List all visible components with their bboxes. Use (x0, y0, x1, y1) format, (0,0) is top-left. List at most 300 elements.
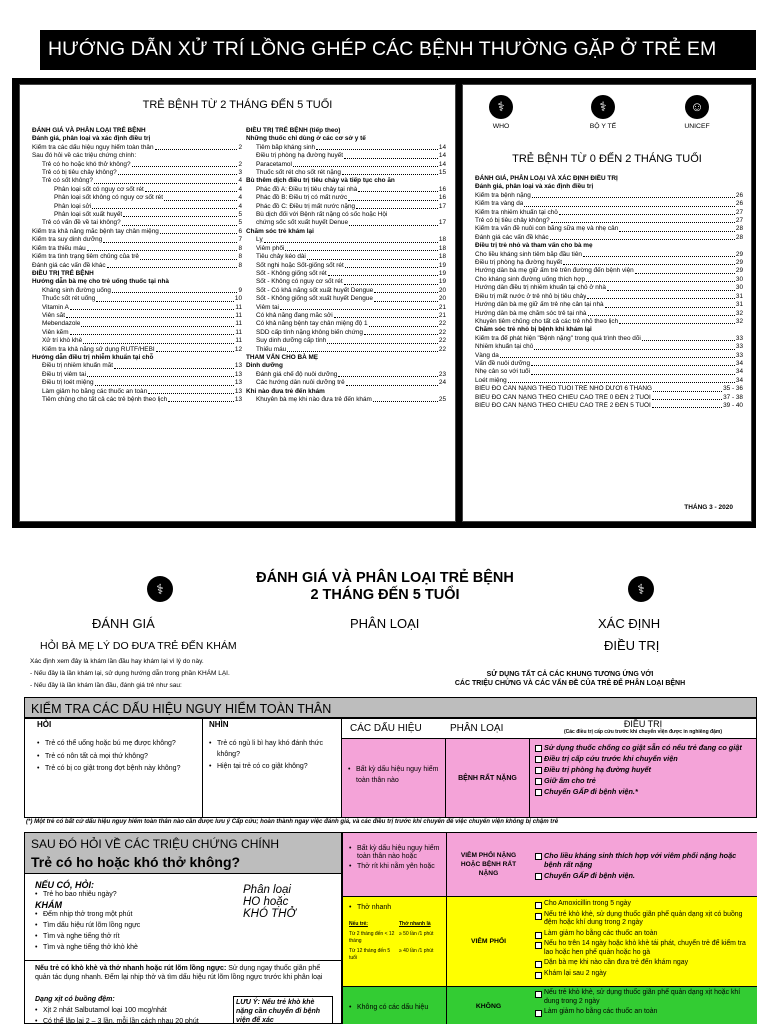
section-title-line1: ĐÁNH GIÁ VÀ PHÂN LOẠI TRẺ BỆNH (256, 570, 514, 586)
toc-leader (160, 228, 238, 234)
toc-entry[interactable] (246, 262, 446, 270)
toc-entry[interactable] (475, 276, 743, 284)
wheeze-caution: LƯU Ý: Nếu trẻ khò khè nặng cần chuyển đi bệnh viện để xác (233, 996, 333, 1024)
toc-leader (95, 379, 234, 385)
toc-entry[interactable] (32, 169, 242, 177)
toc-page-number: 34 (735, 359, 743, 367)
classify-header: PHÂN LOẠI (450, 723, 504, 734)
toc-leader (344, 278, 438, 284)
toc-page-number: 32 (735, 309, 743, 317)
toc-entry[interactable] (32, 329, 242, 337)
toc-heading: Chăm sóc trẻ khám lại (246, 227, 314, 235)
toc-entry[interactable] (246, 329, 446, 337)
toc-entry-text: BIỂU ĐỒ CÂN NẶNG THEO TUỔI TRẺ NHỎ DƯỚI 6 THÁNG (475, 385, 652, 393)
toc-page-number: 27 (735, 208, 743, 216)
toc-entry-text: Kiểm tra thiếu máu (32, 244, 86, 252)
severe-pneumonia-row (342, 833, 757, 897)
toc-leader (103, 236, 237, 242)
toc-entry[interactable] (32, 396, 242, 404)
toc-entry-text: Kiểm tra khả năng mắc bệnh tay chân miệng (32, 227, 159, 235)
toc-entry[interactable] (475, 209, 743, 217)
danger-footnote: (*) Một trẻ có bất cứ dấu hiệu nguy hiểm toàn thân nào cần được lưu ý Cấp cứu; hoàn thành ngay việc đánh giá, và các điều trị trước khi chuyển để việc chuyển viện không bị chậm trễ (26, 818, 559, 825)
toc-leader (112, 287, 238, 293)
toc-entry-text: Xử trí khò khè (42, 337, 83, 345)
toc-entry[interactable] (32, 144, 242, 152)
toc-leader (635, 267, 735, 273)
severe-pneumonia-class: VIÊM PHỔI NẶNG HOẶC BỆNH RẤT NẶNG (446, 833, 530, 896)
toc-entry-text: Kháng sinh đường uống (42, 286, 111, 294)
toc-heading: Hướng dẫn điều trị nhiễm khuẩn tại chỗ (32, 353, 154, 361)
if-yes-ask: NẾU CÓ, HỎI: (35, 880, 95, 890)
toc-entry[interactable] (246, 320, 446, 328)
toc-entry[interactable] (475, 192, 743, 200)
toc-entry[interactable] (32, 177, 242, 185)
toc-entry[interactable] (246, 287, 446, 295)
fb-r2a: Từ 12 tháng đến 5 tuổi (349, 948, 391, 961)
toc-leader (346, 379, 438, 385)
toc-heading: ĐIỀU TRỊ TRẺ BỆNH (tiếp theo) (246, 127, 341, 134)
toc-entry-text: SDD cấp tính nặng không biến chứng (256, 328, 363, 336)
treatment-item: Làm giảm ho bằng các thuốc an toàn (534, 930, 752, 939)
toc-page-number: 3 (238, 169, 242, 177)
toc-entry-text: Các hướng dẫn nuôi dưỡng trẻ (256, 379, 345, 387)
toc-leader (531, 368, 735, 374)
wheeze-note-bold: Nếu trẻ có khò khè và thở nhanh hoặc rút lõm lồng ngực: (35, 965, 227, 972)
toc-entry-text: Kiểm tra các dấu hiệu nguy hiểm toàn thân (32, 143, 154, 151)
toc-leader (123, 211, 237, 217)
toc-entry-text: Suy dinh dưỡng cấp tính (256, 337, 327, 345)
toc-entry-text: Kiểm tra tình trạng tiêm chủng của trẻ (32, 253, 139, 261)
ask-header: HỎI (37, 720, 52, 729)
fb-row1 (349, 931, 443, 945)
ask-item: • Trẻ có nôn tất cả mọi thứ không? (35, 752, 197, 763)
toc-entry-text: Tiêu chảy kéo dài (256, 253, 306, 261)
toc-entry-text: BIỂU ĐỒ CÂN NẶNG THEO CHIỀU CAO TRẺ 2 ĐẾN 5 TUỔI (475, 401, 651, 409)
toc-entry-text: Hướng dẫn bà mẹ chăm sóc trẻ tại nhà (475, 309, 587, 317)
examine-item: • Tìm và nghe tiếng thở khò khè (33, 943, 233, 952)
toc-entry-text: Kiểm tra khả năng sử dụng RUTF/HEBI (42, 345, 155, 353)
col-dieu-tri: ĐIỀU TRỊ (604, 638, 660, 653)
toc-leader (316, 144, 438, 150)
toc-leader (642, 335, 735, 341)
toc-entry-text: Sốt - Không giống sốt rét (256, 269, 327, 277)
use-note-line1: SỬ DỤNG TẤT CẢ CÁC KHUNG TƯƠNG ỨNG VỚI (486, 671, 654, 678)
toc-leader (83, 337, 234, 343)
severe-sign: • Bất kỳ dấu hiệu nguy hiểm toàn thân nào (346, 765, 444, 786)
toc-entry[interactable] (475, 352, 743, 360)
toc-entry[interactable] (32, 203, 242, 211)
toc-entry[interactable] (475, 217, 743, 225)
cough-assessment (24, 874, 342, 1024)
no-pneumonia-signs (342, 987, 446, 1024)
severe-class: BỆNH RẤT NẶNG (446, 739, 530, 817)
toc-entry-text: Thuốc sốt rét uống (42, 295, 96, 303)
toc-leader (87, 371, 234, 377)
toc-page-number: 18 (438, 236, 446, 244)
fb-h1: Nếu trẻ: (349, 921, 368, 927)
toc-entry-text: Hướng dẫn điều trị nhiễm khuẩn tại chỗ ở nhà (475, 284, 606, 292)
toc-entry[interactable] (475, 293, 743, 301)
toc-entry-text: Trẻ có vấn đề về tai không? (42, 219, 121, 227)
toc-page-number: 26 (735, 191, 743, 199)
toc-leader (307, 253, 438, 259)
toc-page-number: 18 (438, 244, 446, 252)
toc-entry[interactable] (32, 186, 242, 194)
toc-entry-text: Điều trị nhiễm khuẩn mắt (42, 362, 114, 370)
toc-leader (94, 177, 238, 183)
toc-page-number: 22 (438, 345, 446, 353)
toc-entry[interactable] (246, 304, 446, 312)
toc-entry[interactable] (475, 284, 743, 292)
toc-leader (285, 245, 438, 251)
toc-entry-text: Mebendazole (42, 320, 81, 328)
toc-panel-title-0-2m: TRẺ BỆNH TỪ 0 ĐẾN 2 THÁNG TUỔI (512, 153, 702, 165)
signs-header: CÁC DẤU HIỆU (350, 723, 422, 734)
sign-item: • Không có các dấu hiệu (347, 1003, 445, 1014)
toc-page-number: 35 - 36 (723, 385, 743, 393)
toc-page-number: 5 (238, 211, 242, 219)
toc-page-number: 23 (438, 370, 446, 378)
toc-leader (168, 396, 234, 402)
treatment-item: Điều trị cấp cứu trước khi chuyển viện (534, 754, 752, 763)
treat-header-label: ĐIỀU TRỊ (623, 719, 663, 729)
toc-leader (327, 337, 438, 343)
examine-item: • Tìm và nghe tiếng thở rít (33, 932, 233, 941)
toc-leader (122, 219, 238, 225)
toc-leader (531, 360, 735, 366)
toc-entry-text: Sốt - Không có nguy cơ sốt rét (256, 278, 343, 286)
toc-entry[interactable] (32, 152, 242, 160)
toc-leader (652, 394, 722, 400)
treatment-item: Nếu trẻ khò khè, sử dụng thuốc giãn phế quản dạng xịt có buồng đệm hoặc khí dung trong 2 ngày (534, 911, 752, 928)
toc-entry[interactable] (475, 377, 743, 385)
toc-leader (114, 362, 234, 368)
toc-leader (70, 304, 234, 310)
toc-entry-text: Thiếu máu (256, 345, 287, 353)
toc-entry[interactable] (475, 394, 743, 402)
toc-page-number: 21 (438, 303, 446, 311)
toc-entry[interactable] (246, 337, 446, 345)
toc-page-number: 28 (735, 233, 743, 241)
pneumonia-treat (534, 900, 752, 980)
toc-entry[interactable] (246, 346, 446, 354)
toc-entry-text: Vitamin A (42, 303, 69, 311)
toc-entry-text: Kiểm tra vàng da (475, 200, 524, 208)
toc-page-number: 9 (238, 286, 242, 294)
toc-entry[interactable] (32, 287, 242, 295)
toc-page-number: 19 (438, 278, 446, 286)
toc-leader (280, 304, 438, 310)
toc-entry[interactable] (246, 203, 446, 211)
toc-leader (348, 194, 438, 200)
toc-panel-title: TRẺ BỆNH TỪ 2 THÁNG ĐẾN 5 TUỔI (142, 99, 333, 111)
toc-entry[interactable] (32, 236, 242, 244)
toc-entry-text: Điều trị mất nước ở trẻ nhỏ bị tiêu chảy (475, 292, 587, 300)
cough-ask-list (33, 890, 233, 903)
toc-entry[interactable] (246, 312, 446, 320)
toc-leader (551, 217, 735, 223)
toc-entry-text: Khuyên tiêm chủng cho tất cả các trẻ nhỏ theo lịch (475, 317, 619, 325)
toc-entry-text: Paracetamol (256, 160, 292, 168)
main-symptoms-title: SAU ĐÓ HỎI VỀ CÁC TRIỆU CHỨNG CHÍNH (31, 837, 280, 851)
toc-page-number: 22 (438, 328, 446, 336)
main-symptoms-header (24, 832, 342, 874)
danger-signs-table (24, 718, 757, 818)
toc-leader (70, 329, 235, 335)
toc-leader (66, 312, 234, 318)
toc-entry[interactable] (475, 335, 743, 343)
no-pneumonia-class: KHÔNG (446, 987, 530, 1024)
toc-entry[interactable] (32, 379, 242, 387)
toc-entry[interactable] (32, 219, 242, 227)
toc-page-number: 8 (238, 244, 242, 252)
toc-entry[interactable] (475, 385, 743, 393)
toc-entry[interactable] (246, 152, 446, 160)
toc-page-number: 11 (235, 320, 242, 328)
toc-entry-text: Tiêm bắp kháng sinh (256, 143, 316, 151)
toc-entry[interactable] (32, 245, 242, 253)
toc-entry[interactable] (475, 267, 743, 275)
toc-entry[interactable] (246, 144, 446, 152)
toc-column-2 (246, 127, 446, 404)
toc-page-number: 34 (735, 376, 743, 384)
toc-entry[interactable] (246, 186, 446, 194)
toc-page-number: 14 (438, 160, 446, 168)
toc-heading: Dinh dưỡng (246, 362, 283, 370)
toc-leader (653, 385, 722, 391)
toc-entry[interactable] (246, 295, 446, 303)
toc-leader (619, 318, 735, 324)
toc-entry-text: Viên kẽm (42, 328, 69, 336)
toc-entry-text: Hướng dẫn bà mẹ giữ ấm trẻ nhẹ cân tại nhà (475, 301, 604, 309)
toc-entry-text: Tiêm chủng cho tất cả các trẻ bệnh theo lịch (42, 396, 168, 403)
toc-page-number: 19 (438, 269, 446, 277)
toc-entry-text: Trẻ có bị tiêu chảy không? (42, 169, 117, 177)
toc-entry[interactable] (475, 310, 743, 318)
inhaler-item: • Có thể lặp lại 2 – 3 lần, mỗi lần cách nhau 20 phút (33, 1017, 233, 1024)
toc-leader (356, 203, 438, 209)
toc-page-number: 5 (238, 219, 242, 227)
toc-leader (132, 161, 238, 167)
treatment-item: Khám lại sau 2 ngày (534, 970, 752, 979)
toc-leader (145, 186, 238, 192)
toc-entry[interactable] (246, 396, 446, 404)
who-label: WHO (492, 123, 510, 130)
danger-signs-title: KIỂM TRA CÁC DẤU HIỆU NGUY HIỂM TOÀN THÂN (31, 702, 332, 716)
toc-entry[interactable] (475, 200, 743, 208)
fb-r1a: Từ 2 tháng đến < 12 tháng (349, 931, 395, 944)
visit-note-2: - Nếu đây là lần khám lại, sử dụng hướng dẫn trong phần KHÁM LẠI. (30, 670, 230, 677)
toc-entry[interactable] (246, 253, 446, 261)
toc-page-number: 4 (238, 185, 242, 193)
toc-page-number: 37 - 38 (723, 393, 743, 401)
toc-entry[interactable] (475, 343, 743, 351)
toc-leader (364, 329, 438, 335)
toc-page-number: 2 (238, 143, 242, 151)
toc-page-number: 11 (235, 311, 242, 319)
toc-page-number: 28 (735, 225, 743, 233)
classify-header-row (342, 719, 756, 739)
title-banner (40, 30, 756, 70)
section-title (190, 570, 580, 604)
toc-entry[interactable] (32, 362, 242, 370)
toc-entry[interactable] (246, 270, 446, 278)
toc-heading: Đánh giá, phân loại và xác định điều trị (475, 183, 594, 191)
toc-entry-text: Phân loại sốt xuất huyết (54, 211, 123, 219)
toc-entry-text: Bù dịch đối với Bệnh rất nặng có sốc hoặc Hội (256, 211, 388, 219)
toc-page-number: 19 (438, 261, 446, 269)
pneumonia-signs (342, 897, 446, 986)
toc-entry[interactable] (475, 225, 743, 233)
toc-entry-text: Trẻ có sốt không? (42, 177, 93, 185)
toc-page-number: 7 (238, 236, 242, 244)
toc-entry[interactable] (32, 312, 242, 320)
toc-entry[interactable] (32, 337, 242, 345)
toc-entry-text: Lỵ (256, 236, 263, 244)
toc-entry[interactable] (475, 318, 743, 326)
toc-page-number: 33 (735, 334, 743, 342)
toc-page-number: 30 (735, 284, 743, 292)
toc-entry[interactable] (246, 219, 446, 227)
toc-entry[interactable] (246, 379, 446, 387)
toc-entry-text: Kiểm tra vấn đề nuôi con bằng sữa mẹ và nhẹ cân (475, 225, 619, 233)
toc-page-number: 20 (438, 295, 446, 303)
toc-entry[interactable] (246, 371, 446, 379)
col-phan-loai: PHÂN LOẠI (350, 616, 420, 631)
toc-entry[interactable] (32, 371, 242, 379)
toc-entry[interactable] (246, 194, 446, 202)
toc-entry[interactable] (246, 278, 446, 286)
col-danh-gia: ĐÁNH GIÁ (92, 616, 155, 631)
document-title: HƯỚNG DẪN XỬ TRÍ LỒNG GHÉP CÁC BỆNH THƯỜNG GẶP Ở TRẺ EM (48, 38, 717, 60)
toc-entry-text: Trẻ có ho hoặc khó thở không? (42, 160, 131, 168)
toc-page-number: 33 (735, 351, 743, 359)
toc-leader (358, 186, 438, 192)
toc-page-number: 27 (735, 217, 743, 225)
toc-entry[interactable] (32, 228, 242, 236)
inhaler-list (33, 1006, 233, 1024)
toc-page-number: 4 (238, 194, 242, 202)
severe-sign-cell (342, 739, 446, 817)
toc-page-number: 4 (238, 177, 242, 185)
toc-page-number: 39 - 40 (723, 401, 743, 409)
toc-page-number: 18 (438, 253, 446, 261)
severe-pneumonia-signs (342, 833, 446, 896)
toc-leader (334, 312, 438, 318)
toc-leader (583, 251, 735, 257)
who-emblem-icon: ⚕ (489, 95, 513, 119)
toc-entry[interactable] (246, 161, 446, 169)
examine-list (33, 910, 233, 954)
toc-page-number: 17 (438, 219, 446, 227)
toc-page-number: 30 (735, 275, 743, 283)
look-header: NHÌN (209, 720, 229, 729)
toc-page-number: 20 (438, 286, 446, 294)
inhaler-item: • Xịt 2 nhát Salbutamol loại 100 mcg/nhát (33, 1006, 233, 1015)
ask-mother-heading: HỎI BÀ MẸ LÝ DO ĐƯA TRẺ ĐẾN KHÁM (40, 640, 237, 652)
toc-entry[interactable] (32, 194, 242, 202)
toc-entry-text: Điều trị phòng hạ đường huyết (256, 152, 343, 160)
toc-entry[interactable] (475, 234, 743, 242)
toc-leader (563, 259, 735, 265)
toc-leader (107, 262, 238, 268)
toc-heading: Đánh giá, phân loại và xác định điều trị (32, 135, 151, 143)
toc-entry[interactable] (475, 251, 743, 259)
toc-entry[interactable] (32, 304, 242, 312)
wheeze-note (35, 964, 335, 982)
treatment-item: Cho Amoxicillin trong 5 ngày (534, 900, 752, 909)
toc-entry[interactable] (32, 253, 242, 261)
classify-cough-l3: KHÓ THỞ (243, 908, 296, 920)
toc-leader (607, 284, 735, 290)
toc-entry[interactable] (475, 368, 743, 376)
toc-entry[interactable] (32, 295, 242, 303)
toc-page-number: 31 (735, 292, 743, 300)
pneumonia-class: VIÊM PHỔI (446, 897, 530, 986)
ask-list (35, 739, 197, 777)
severe-pneumonia-treat (534, 851, 752, 882)
toc-leader (155, 144, 238, 150)
toc-entry[interactable] (32, 262, 242, 270)
toc-leader (118, 169, 238, 175)
toc-heading: Bù thêm dịch điều trị tiêu chảy và tiếp tục cho ăn (246, 177, 395, 185)
publication-date: THÁNG 3 - 2020 (684, 504, 733, 511)
toc-leader (342, 169, 438, 175)
toc-entry-text: Khuyên bà mẹ khi nào đưa trẻ đến khám (256, 396, 372, 403)
toc-entry[interactable] (32, 346, 242, 354)
toc-heading: Điều trị trẻ nhỏ và tham vấn cho bà mẹ (475, 242, 593, 250)
toc-entry-text: Có khả năng đang mắc sởi (256, 311, 333, 319)
toc-entry[interactable] (32, 161, 242, 169)
toc-page-number: 26 (735, 200, 743, 208)
toc-leader (264, 236, 438, 242)
toc-heading: Khi nào đưa trẻ đến khám (246, 387, 325, 395)
toc-leader (374, 287, 438, 293)
no-pneumonia-treat (534, 989, 752, 1019)
toc-entry[interactable] (246, 211, 446, 219)
no-pneumonia-sign-list (347, 1003, 445, 1016)
fb-h2: Thở nhanh là (399, 921, 431, 927)
unicef-label: UNICEF (684, 123, 710, 130)
toc-entry[interactable] (32, 211, 242, 219)
toc-page-number: 13 (234, 362, 242, 370)
toc-entry-text: Vàng da (475, 351, 499, 359)
toc-entry[interactable] (475, 301, 743, 309)
toc-entry-text: Cho liều kháng sinh tiêm bắp đầu tiên (475, 250, 582, 258)
toc-entry[interactable] (475, 259, 743, 267)
toc-entry[interactable] (475, 402, 743, 410)
toc-entry-text: Điều trị viêm tai (42, 370, 87, 378)
toc-column-3 (475, 175, 743, 410)
toc-leader (345, 262, 438, 268)
treatment-item: Giữ ấm cho trẻ (534, 776, 752, 785)
toc-leader (534, 343, 735, 349)
severe-disease-row (342, 739, 756, 817)
section-title-line2: 2 THÁNG ĐẾN 5 TUỔI (310, 587, 460, 603)
toc-page-number: 25 (438, 396, 446, 403)
treatment-item: Điều trị phòng hạ đường huyết (534, 765, 752, 774)
toc-entry[interactable] (32, 388, 242, 396)
toc-page-number: 29 (735, 250, 743, 258)
toc-column-1 (32, 127, 242, 404)
toc-entry[interactable] (246, 245, 446, 253)
toc-entry-text: Kiểm tra suy dinh dưỡng (32, 236, 103, 244)
toc-entry[interactable] (32, 320, 242, 328)
toc-page-number: 11 (235, 328, 242, 336)
toc-entry[interactable] (246, 236, 446, 244)
toc-entry[interactable] (475, 360, 743, 368)
toc-page-number: 22 (438, 320, 446, 328)
